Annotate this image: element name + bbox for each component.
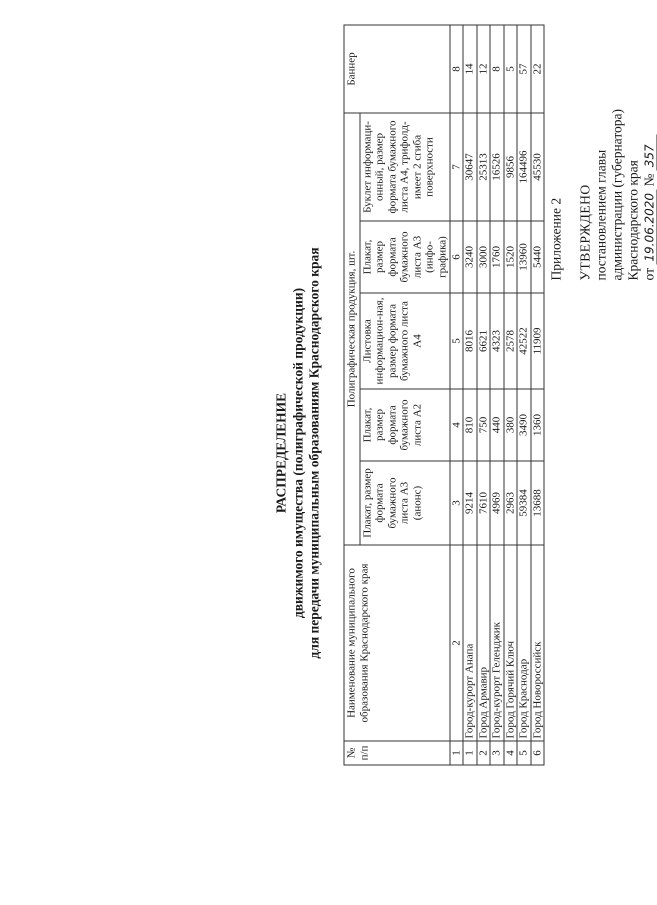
quantity-cell: 9856 bbox=[503, 112, 517, 220]
column-number: 7 bbox=[450, 112, 463, 220]
quantity-cell: 13960 bbox=[517, 221, 531, 293]
quantity-cell: 59384 bbox=[517, 461, 531, 545]
quantity-cell: 42522 bbox=[517, 293, 531, 389]
table-row bbox=[476, 24, 490, 764]
handwritten-date: 19.06.2020 bbox=[642, 189, 657, 264]
approval-line: постановлением главы bbox=[593, 149, 608, 280]
quantity-cell: 3240 bbox=[463, 221, 477, 293]
quantity-cell: 1760 bbox=[490, 221, 504, 293]
header-col: Буклет информаци-онный, размер формата бумажного листа А4, трифолд-имеет 2 сгиба поверхности bbox=[359, 112, 450, 220]
column-number: 3 bbox=[450, 461, 463, 545]
quantity-cell: 3000 bbox=[476, 221, 490, 293]
quantity-cell: 45530 bbox=[530, 112, 544, 220]
quantity-cell: 4969 bbox=[490, 461, 504, 545]
quantity-cell: 810 bbox=[463, 389, 477, 461]
quantity-cell: 30647 bbox=[463, 112, 477, 220]
municipality-name: Город Новороссийск bbox=[530, 545, 544, 741]
header-col: Плакат, размер формата бумажного листа А3 (инфо-графика) bbox=[359, 221, 450, 293]
number-label: № bbox=[641, 173, 656, 187]
row-number: 3 bbox=[490, 741, 504, 765]
column-number: 5 bbox=[450, 293, 463, 389]
quantity-cell: 57 bbox=[517, 24, 531, 112]
distribution-table bbox=[343, 24, 544, 765]
quantity-cell: 7610 bbox=[476, 461, 490, 545]
quantity-cell: 9214 bbox=[463, 461, 477, 545]
quantity-cell: 13688 bbox=[530, 461, 544, 545]
header-col: Плакат, размер формата бумажного листа А2 bbox=[359, 389, 450, 461]
quantity-cell: 6621 bbox=[476, 293, 490, 389]
header-col: Листовка информацион-ная, размер формата бумажного листа А4 bbox=[359, 293, 450, 389]
table-row bbox=[503, 24, 517, 764]
header-num: № п/п bbox=[344, 741, 450, 765]
approval-line: Краснодарского края bbox=[625, 159, 640, 280]
quantity-cell: 440 bbox=[490, 389, 504, 461]
municipality-name: Город Армавир bbox=[476, 545, 490, 741]
quantity-cell: 750 bbox=[476, 389, 490, 461]
from-label: от bbox=[641, 267, 656, 280]
document-subtitle-line2: для передачи муниципальным образованиям Краснодарского края bbox=[306, 246, 321, 659]
municipality-name: Город Горячий Ключ bbox=[503, 545, 517, 741]
table-row bbox=[530, 24, 544, 764]
quantity-cell: 8016 bbox=[463, 293, 477, 389]
approval-date-row bbox=[641, 20, 657, 280]
row-number: 4 bbox=[503, 741, 517, 765]
header-banner: Баннер bbox=[344, 24, 450, 112]
approval-line: администрации (губернатора) bbox=[609, 108, 624, 280]
row-number: 6 bbox=[530, 741, 544, 765]
approval-block bbox=[548, 20, 657, 280]
quantity-cell: 2963 bbox=[503, 461, 517, 545]
quantity-cell: 25313 bbox=[476, 112, 490, 220]
quantity-cell: 4323 bbox=[490, 293, 504, 389]
municipality-name: Город-курорт Анапа bbox=[463, 545, 477, 741]
appendix-title: Приложение 2 bbox=[548, 197, 563, 280]
header-name: Наименование муниципального образования Краснодарского края bbox=[344, 545, 450, 741]
approved-label: УТВЕРЖДЕНО bbox=[577, 183, 592, 280]
handwritten-number: 357 bbox=[642, 134, 657, 170]
municipality-name: Город Краснодар bbox=[517, 545, 531, 741]
quantity-cell: 380 bbox=[503, 389, 517, 461]
column-number: 2 bbox=[450, 545, 463, 741]
document-title: РАСПРЕДЕЛЕНИЕ bbox=[273, 392, 288, 513]
quantity-cell: 1360 bbox=[530, 389, 544, 461]
column-number-row bbox=[450, 24, 463, 764]
quantity-cell: 8 bbox=[490, 24, 504, 112]
table-row bbox=[490, 24, 504, 764]
quantity-cell: 5440 bbox=[530, 221, 544, 293]
column-number: 6 bbox=[450, 221, 463, 293]
column-number: 8 bbox=[450, 24, 463, 112]
quantity-cell: 14 bbox=[463, 24, 477, 112]
row-number: 1 bbox=[463, 741, 477, 765]
row-number: 2 bbox=[476, 741, 490, 765]
quantity-cell: 12 bbox=[476, 24, 490, 112]
column-number: 1 bbox=[450, 741, 463, 765]
header-col: Плакат, размер формата бумажного листа А3 (анонс) bbox=[359, 461, 450, 545]
row-number: 5 bbox=[517, 741, 531, 765]
quantity-cell: 3490 bbox=[517, 389, 531, 461]
quantity-cell: 164496 bbox=[517, 112, 531, 220]
header-group: Полиграфическая продукция, шт. bbox=[344, 112, 360, 544]
document-subtitle-line1: движимого имущества (полиграфической продукции) bbox=[290, 287, 305, 618]
column-number: 4 bbox=[450, 389, 463, 461]
quantity-cell: 5 bbox=[503, 24, 517, 112]
table-row bbox=[463, 24, 477, 764]
quantity-cell: 11909 bbox=[530, 293, 544, 389]
municipality-name: Город-курорт Геленджик bbox=[490, 545, 504, 741]
table-row bbox=[517, 24, 531, 764]
table-header-row bbox=[344, 24, 360, 764]
quantity-cell: 22 bbox=[530, 24, 544, 112]
quantity-cell: 16526 bbox=[490, 112, 504, 220]
quantity-cell: 1520 bbox=[503, 221, 517, 293]
quantity-cell: 2578 bbox=[503, 293, 517, 389]
